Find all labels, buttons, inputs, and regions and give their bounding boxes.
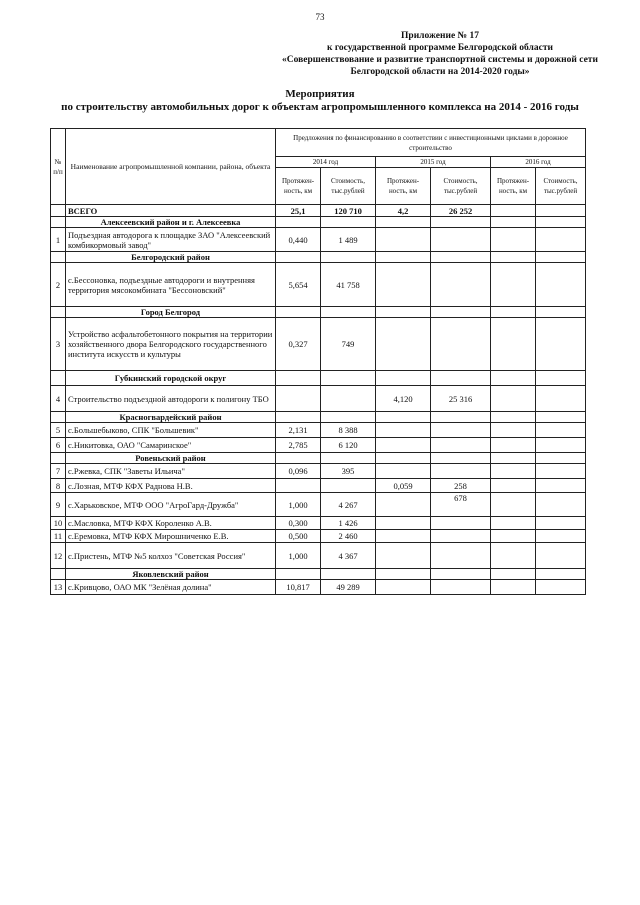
row-cost-2014: 4 267 [321,493,376,517]
table-row [51,263,586,307]
total-label: ВСЕГО [66,205,276,217]
total-length-2014: 25,1 [276,205,321,217]
table-row [51,493,586,517]
row-length-2014 [276,479,321,493]
row-number: 11 [51,530,66,543]
row-length-2015: 4,120 [376,386,431,412]
row-number: 9 [51,493,66,517]
row-number: 12 [51,543,66,569]
row-cost-2014: 41 758 [321,263,376,307]
row-length-2015 [376,580,431,595]
row-cost-2015 [431,543,491,569]
region-label: Алексеевский район и г. Алексеевка [66,217,276,228]
header-cost-2015: Стоимость, тыс.рублей [431,168,491,205]
row-cost-2014: 395 [321,464,376,479]
row-length-2015 [376,530,431,543]
row-cost-2014: 749 [321,318,376,371]
row-number: 8 [51,479,66,493]
table-row [51,464,586,479]
header-proposals: Предложения по финансированию в соответствии с инвестиционными циклами в дорожное строительство [276,129,586,157]
row-cost-2015 [431,517,491,530]
row-length-2015 [376,263,431,307]
region-row [51,371,586,386]
row-name: с.Никитовка, ОАО "Самаринское" [66,438,276,453]
header-year-2016: 2016 год [491,157,586,168]
table-row [51,386,586,412]
region-row [51,252,586,263]
projects-table [50,128,586,595]
row-cost-2015 [431,438,491,453]
region-label: Губкинский городской округ [66,371,276,386]
row-name: с.Бессоновка, подъездные автодороги и внутренняя территория мясокомбината "Бессоновский" [66,263,276,307]
row-cost-2014: 49 289 [321,580,376,595]
row-name: с.Большебыково, СПК "Большевик" [66,423,276,438]
appendix-line-1: Приложение № 17 [401,31,479,41]
row-number: 4 [51,386,66,412]
region-row [51,453,586,464]
table-row [51,438,586,453]
row-length-2015 [376,318,431,371]
header-year-2015: 2015 год [376,157,491,168]
table-row [51,479,586,493]
row-length-2015 [376,493,431,517]
row-length-2015: 0,059 [376,479,431,493]
row-number: 1 [51,228,66,252]
row-length-2014: 0,096 [276,464,321,479]
row-name: Устройство асфальтобетонного покрытия на территории хозяйственного двора Белгородского государственного института искусств и культуры [66,318,276,371]
region-row [51,569,586,580]
table-row [51,543,586,569]
document-title: Мероприятия [285,88,355,100]
total-cost-2014: 120 710 [321,205,376,217]
row-number: 7 [51,464,66,479]
row-number: 6 [51,438,66,453]
table-row [51,530,586,543]
region-label: Белгородский район [66,252,276,263]
row-cost-2015: 25 316 [431,386,491,412]
row-cost-2015 [431,423,491,438]
row-number: 2 [51,263,66,307]
header-year-2014: 2014 год [276,157,376,168]
row-cost-2015 [431,530,491,543]
row-number: 10 [51,517,66,530]
region-row [51,307,586,318]
region-label: Ровеньский район [66,453,276,464]
row-length-2015 [376,228,431,252]
region-label: Город Белгород [66,307,276,318]
row-length-2015 [376,423,431,438]
appendix-block [270,30,610,78]
row-length-2014: 5,654 [276,263,321,307]
row-cost-2014: 2 460 [321,530,376,543]
row-cost-2015 [431,464,491,479]
appendix-line-4: Белгородской области на 2014-2020 годы» [350,67,530,77]
row-number: 5 [51,423,66,438]
header-cost-2016: Стоимость, тыс.рублей [536,168,586,205]
row-cost-2014: 4 367 [321,543,376,569]
header-name: Наименование агропромышленной компании, района, объекта [66,129,276,205]
row-length-2014: 0,440 [276,228,321,252]
table-row [51,228,586,252]
row-cost-2015 [431,580,491,595]
total-length-2015: 4,2 [376,205,431,217]
header-length-2015: Протяжен-ность, км [376,168,431,205]
row-name: с.Кривцово, ОАО МК "Зелёная долина" [66,580,276,595]
row-cost-2014 [321,479,376,493]
header-length-2014: Протяжен-ность, км [276,168,321,205]
row-length-2015 [376,517,431,530]
total-cost-2015: 26 252 [431,205,491,217]
row-length-2014: 2,131 [276,423,321,438]
row-name: Строительство подъездной автодороги к полигону ТБО [66,386,276,412]
row-length-2014: 1,000 [276,543,321,569]
total-row [51,205,586,217]
row-cost-2015: 258 [431,479,491,493]
table-row [51,423,586,438]
document-subtitle: по строительству автомобильных дорог к объектам агропромышленного комплекса на 2014 - 2016 годы [61,101,579,113]
appendix-line-3: «Совершенствование и развитие транспортной системы и дорожной сети [282,55,598,65]
region-row [51,412,586,423]
row-length-2014: 1,000 [276,493,321,517]
document-heading [0,88,640,114]
header-number: № п/п [51,129,66,205]
row-number: 3 [51,318,66,371]
row-cost-2014: 1 489 [321,228,376,252]
region-label: Красногвардейский район [66,412,276,423]
row-cost-2014: 6 120 [321,438,376,453]
region-label: Яковлевский район [66,569,276,580]
row-cost-2014: 8 388 [321,423,376,438]
row-cost-2015: 678 [431,493,491,517]
row-number: 13 [51,580,66,595]
row-cost-2014 [321,386,376,412]
row-name: с.Лозная, МТФ КФХ Раднова Н.В. [66,479,276,493]
row-length-2015 [376,438,431,453]
row-name: Подъездная автодорога к площадке ЗАО "Алексеевский комбикормовый завод" [66,228,276,252]
row-name: с.Пристень, МТФ №5 колхоз "Советская Россия" [66,543,276,569]
region-row [51,217,586,228]
row-length-2014: 0,500 [276,530,321,543]
row-name: с.Ржевка, СПК "Заветы Ильича" [66,464,276,479]
table-row [51,517,586,530]
row-length-2015 [376,543,431,569]
table-row [51,580,586,595]
row-cost-2015 [431,263,491,307]
row-name: с.Масловка, МТФ КФХ Короленко А.В. [66,517,276,530]
row-length-2015 [376,464,431,479]
row-length-2014 [276,386,321,412]
header-cost-2014: Стоимость, тыс.рублей [321,168,376,205]
row-cost-2015 [431,228,491,252]
row-length-2014: 10,817 [276,580,321,595]
row-cost-2015 [431,318,491,371]
header-length-2016: Протяжен-ность, км [491,168,536,205]
row-length-2014: 2,785 [276,438,321,453]
row-name: с.Еремовка, МТФ КФХ Мирошниченко Е.В. [66,530,276,543]
appendix-line-2: к государственной программе Белгородской области [326,43,553,53]
table-row [51,318,586,371]
row-length-2014: 0,300 [276,517,321,530]
row-length-2014: 0,327 [276,318,321,371]
page-number: 73 [315,12,325,22]
row-name: с.Харьковское, МТФ ООО "АгроГард-Дружба" [66,493,276,517]
row-cost-2014: 1 426 [321,517,376,530]
